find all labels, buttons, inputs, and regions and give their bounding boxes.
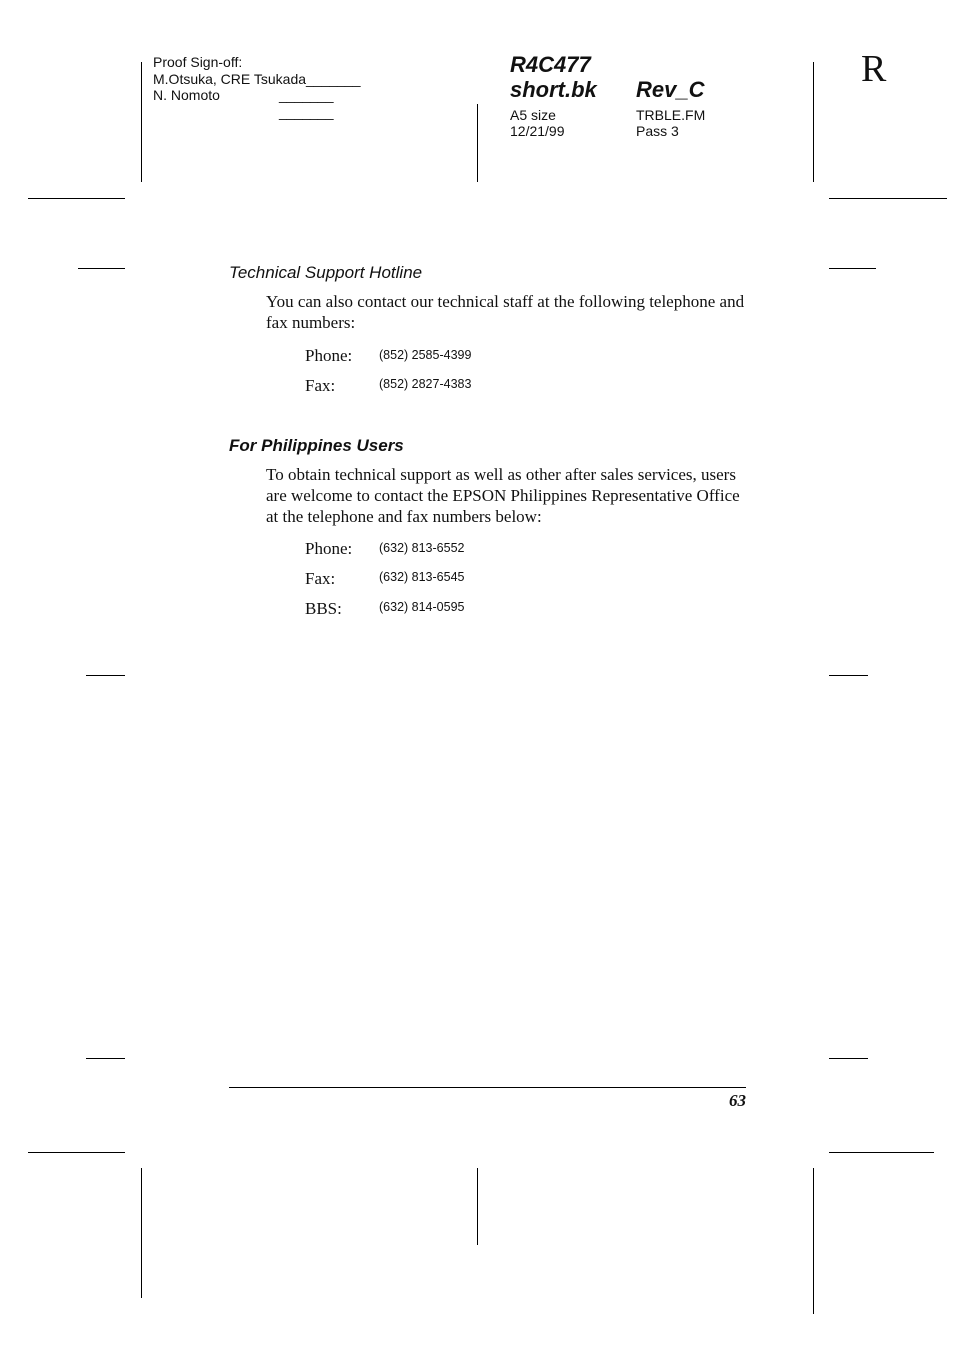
crop-mark: [141, 62, 142, 182]
crop-mark: [141, 1168, 142, 1298]
fax-label: Fax:: [305, 569, 336, 588]
page-number: 63: [729, 1091, 746, 1110]
section-intro: To obtain technical support as well as other after sales services, users are welcome to contact the EPSON Philippines Representative Office at the telephone and fax numbers below:: [266, 465, 740, 526]
crop-mark: [813, 1168, 814, 1314]
revision: Rev_C: [636, 77, 705, 102]
crop-mark: [829, 1058, 868, 1059]
phone-value: (852) 2585-4399: [379, 348, 472, 362]
date: 12/21/99: [510, 123, 565, 139]
crop-mark: [813, 62, 814, 182]
book-name: short.bk: [510, 77, 597, 102]
crop-mark: [829, 675, 868, 676]
bbs-label: BBS:: [305, 599, 342, 618]
signature-blank: _______: [279, 87, 334, 103]
fax-value: (632) 813-6545: [379, 570, 465, 584]
section-title-philippines: For Philippines Users: [229, 436, 404, 455]
signer-name: N. Nomoto: [153, 87, 220, 103]
crop-mark: [86, 675, 125, 676]
crop-mark: [477, 1168, 478, 1245]
paper-size: A5 size: [510, 107, 556, 123]
signature-blank: _______: [279, 103, 334, 120]
crop-mark: [829, 198, 947, 199]
crop-mark: [477, 104, 478, 182]
section-intro: You can also contact our technical staff at the following telephone and fax numbers:: [266, 292, 745, 332]
corner-letter: R: [861, 48, 887, 90]
section-title-technical-support: Technical Support Hotline: [229, 263, 423, 282]
crop-mark: [28, 198, 125, 199]
crop-mark: [78, 268, 125, 269]
crop-mark: [829, 1152, 934, 1153]
pass: Pass 3: [636, 123, 679, 139]
phone-label: Phone:: [305, 346, 353, 365]
signer-line-3: [153, 104, 393, 121]
proof-signoff-block: [153, 54, 393, 120]
doc-id: R4C477: [510, 52, 591, 77]
fax-label: Fax:: [305, 376, 336, 395]
signer-line-2: [153, 87, 393, 104]
crop-mark: [829, 268, 876, 269]
fax-value: (852) 2827-4383: [379, 377, 472, 391]
proof-signoff-label: Proof Sign-off:: [153, 54, 243, 70]
file-name: TRBLE.FM: [636, 107, 706, 123]
crop-mark: [28, 1152, 125, 1153]
crop-mark: [86, 1058, 125, 1059]
signer-line-1: M.Otsuka, CRE Tsukada_______: [153, 70, 361, 87]
footer-rule: [229, 1087, 746, 1088]
phone-value: (632) 813-6552: [379, 541, 465, 555]
bbs-value: (632) 814-0595: [379, 600, 465, 614]
phone-label: Phone:: [305, 539, 353, 558]
